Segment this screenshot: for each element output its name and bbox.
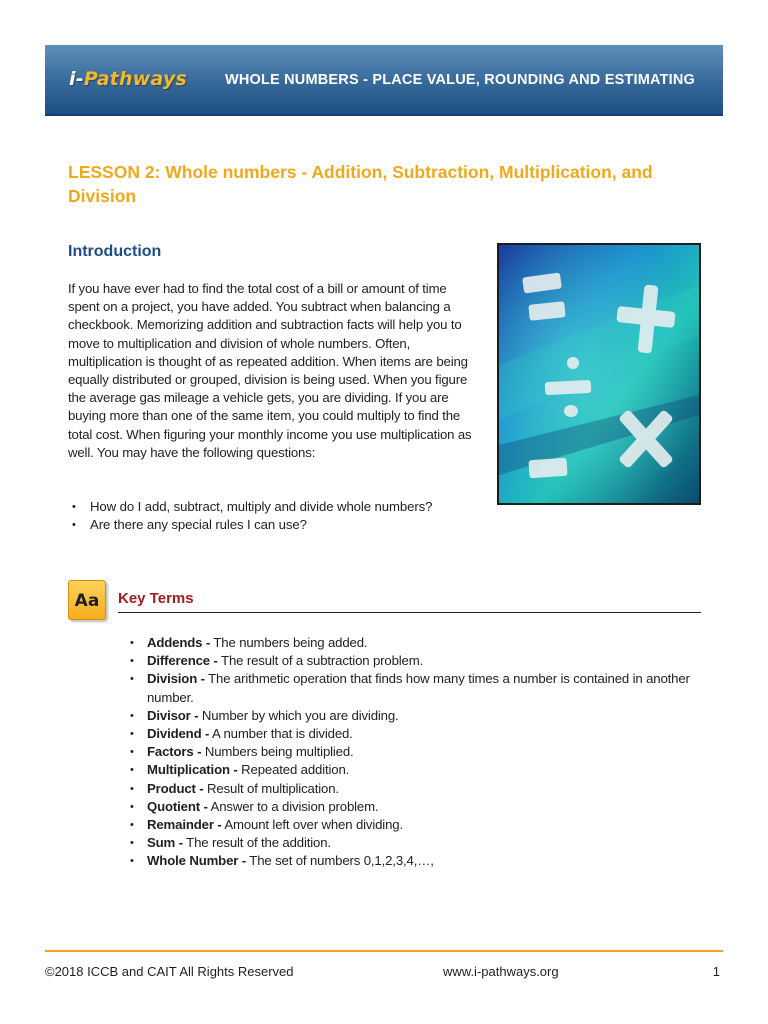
term-name: Whole Number - <box>147 853 247 869</box>
term-name: Addends - <box>147 635 211 650</box>
i-pathways-logo <box>69 68 187 90</box>
term-name: Sum - <box>147 835 183 851</box>
key-term-item <box>130 743 705 761</box>
term-definition: Amount left over when dividing. <box>221 817 403 833</box>
brand-prefix: i- <box>69 68 84 90</box>
term-definition: Result of multiplication. <box>203 780 339 796</box>
key-term-item <box>130 761 705 779</box>
term-name: Divisor - <box>147 707 199 723</box>
introduction-paragraph: If you have ever had to find the total cost of a bill or amount of time spent on a project, you have added. You subtract when balancing a checkbook. Memorizing addition and subtraction facts will help you to move to multiplication and division of whole numbers. Often, multiplication is thought of as repeated addition. When items are being equally distributed or grouped, division is being used. When you figure the average gas mileage a vehicle gets, you are dividing. If you are buying more than one of the same item, you could multiply to find the total cost. When figuring your monthly income you use multiplication as well. You may have the following questions: <box>68 281 472 460</box>
term-definition: The result of a subtraction problem. <box>217 653 424 669</box>
term-definition: Answer to a division problem. <box>207 798 379 814</box>
question-list <box>72 498 492 534</box>
footer-divider <box>45 950 723 952</box>
term-definition: Numbers being multiplied. <box>201 744 354 760</box>
term-definition: Repeated addition. <box>237 762 350 778</box>
header-title: WHOLE NUMBERS - PLACE VALUE, ROUNDING AND ESTIMATING <box>224 72 696 88</box>
page-number: 1 <box>712 964 720 979</box>
lesson-title: LESSON 2: Whole numbers - Addition, Subtraction, Multiplication, and Division <box>68 162 653 206</box>
footer-copyright: ©2018 ICCB and CAIT All Rights Reserved <box>45 964 294 979</box>
term-name: Difference - <box>147 653 218 669</box>
term-name: Factors - <box>147 744 202 760</box>
term-definition: The set of numbers 0,1,2,3,4,…, <box>246 853 434 869</box>
term-definition: Number by which you are dividing. <box>198 707 399 723</box>
key-term-item <box>130 670 705 706</box>
term-definition: The numbers being added. <box>210 635 368 650</box>
math-symbols-illustration <box>499 245 699 503</box>
key-term-item <box>130 852 705 870</box>
key-term-item <box>130 834 705 852</box>
key-term-item <box>130 707 705 725</box>
key-term-item <box>130 725 705 743</box>
key-terms-icon: Aa <box>68 580 106 620</box>
key-term-item <box>130 780 705 798</box>
key-terms-divider <box>118 612 701 613</box>
key-term-item <box>130 816 705 834</box>
math-symbols-image <box>497 243 701 505</box>
introduction-heading: Introduction <box>68 243 162 260</box>
term-name: Multiplication - <box>147 762 238 778</box>
key-term-item <box>130 652 705 670</box>
footer-website-link[interactable]: www.i-pathways.org <box>443 964 559 979</box>
term-name: Division - <box>147 671 205 687</box>
term-name: Dividend - <box>147 726 210 742</box>
brand-name: Pathways <box>83 68 188 90</box>
question-item: • How do I add, subtract, multiply and divide whole numbers? <box>72 498 492 516</box>
key-terms-list <box>130 634 705 871</box>
term-name: Product - <box>147 780 204 796</box>
page-header <box>45 45 723 116</box>
term-definition: A number that is divided. <box>209 726 353 742</box>
term-name: Remainder - <box>147 817 222 833</box>
key-term-item <box>130 634 705 652</box>
term-name: Quotient - <box>147 798 208 814</box>
question-item: • Are there any special rules I can use? <box>72 516 492 534</box>
key-term-item <box>130 798 705 816</box>
term-definition: The arithmetic operation that finds how many times a number is contained in another number. <box>147 671 690 705</box>
term-definition: The result of the addition. <box>182 835 331 851</box>
key-terms-heading: Key Terms <box>118 590 194 607</box>
